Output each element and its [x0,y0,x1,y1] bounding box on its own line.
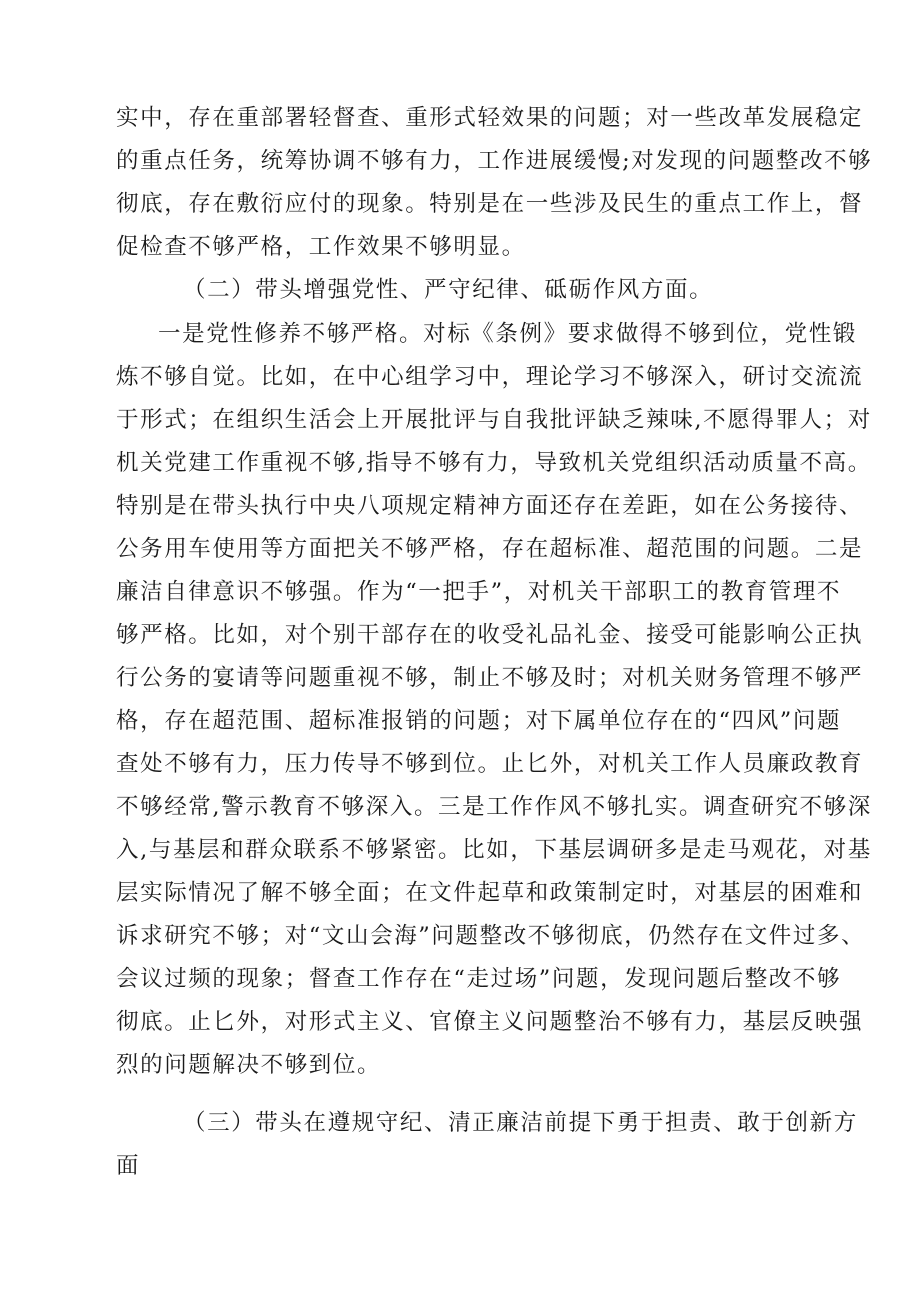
text-line: 面 [116,1153,141,1179]
text-line: 促检查不够严格，工作效果不够明显。 [116,234,526,260]
text-line: 诉求研究不够；对“文山会海”问题整改不够彻底，仍然存在文件过多、 [116,923,866,949]
text-line: 一是党性修养不够严格。对标《条例》要求做得不够到位，党性锻 [158,321,857,347]
text-line: 层实际情况了解不够全面；在文件起草和政策制定时，对基层的困难和 [116,880,864,906]
text-line: 炼不够自觉。比如，在中心组学习中，理论学习不够深入，研讨交流流 [116,364,864,390]
text-line: 彻底，存在敷衍应付的现象。特别是在一些涉及民生的重点工作上，督 [116,191,864,217]
text-line: 的重点任务，统筹协调不够有力，工作进展缓慢;对发现的问题整改不够 [116,148,873,174]
text-line: 机关党建工作重视不够,指导不够有力，导致机关党组织活动质量不高。 [116,450,872,476]
section-heading: （三）带头在遵规守纪、清正廉洁前提下勇于担责、敢于创新方 [183,1110,858,1136]
text-line: 格，存在超范围、超标准报销的问题；对下属单位存在的“四风”问题 [116,708,842,734]
text-line: 不够经常,警示教育不够深入。三是工作作风不够扎实。调查研究不够深 [116,794,872,820]
text-line: 于形式；在组织生活会上开展批评与自我批评缺乏辣味,不愿得罪人；对 [116,407,872,433]
text-line: 特别是在带头执行中央八项规定精神方面还存在差距，如在公务接待、 [116,493,864,519]
section-heading: （二）带头增强党性、严守纪律、砥砺作风方面。 [183,277,714,303]
text-line: 行公务的宴请等问题重视不够，制止不够及时；对机关财务管理不够严 [116,665,864,691]
text-line: 烈的问题解决不够到位。 [116,1052,382,1078]
text-line: 入,与基层和群众联系不够紧密。比如，下基层调研多是走马观花，对基 [116,837,872,863]
text-line: 彻底。止匕外，对形式主义、官僚主义问题整治不够有力，基层反映强 [116,1009,864,1035]
text-line: 够严格。比如，对个别干部存在的收受礼品礼金、接受可能影响公正执 [116,622,864,648]
text-line: 会议过频的现象；督查工作存在“走过场”问题，发现问题后整改不够 [116,966,842,992]
text-line: 实中，存在重部署轻督查、重形式轻效果的问题；对一些改革发展稳定 [116,105,864,131]
text-line: 查处不够有力，压力传导不够到位。止匕外，对机关工作人员廉政教育 [116,751,864,777]
text-line: 公务用车使用等方面把关不够严格，存在超标准、超范围的问题。二是 [116,536,864,562]
text-line: 廉洁自律意识不够强。作为“一把手”，对机关干部职工的教育管理不 [116,579,842,605]
